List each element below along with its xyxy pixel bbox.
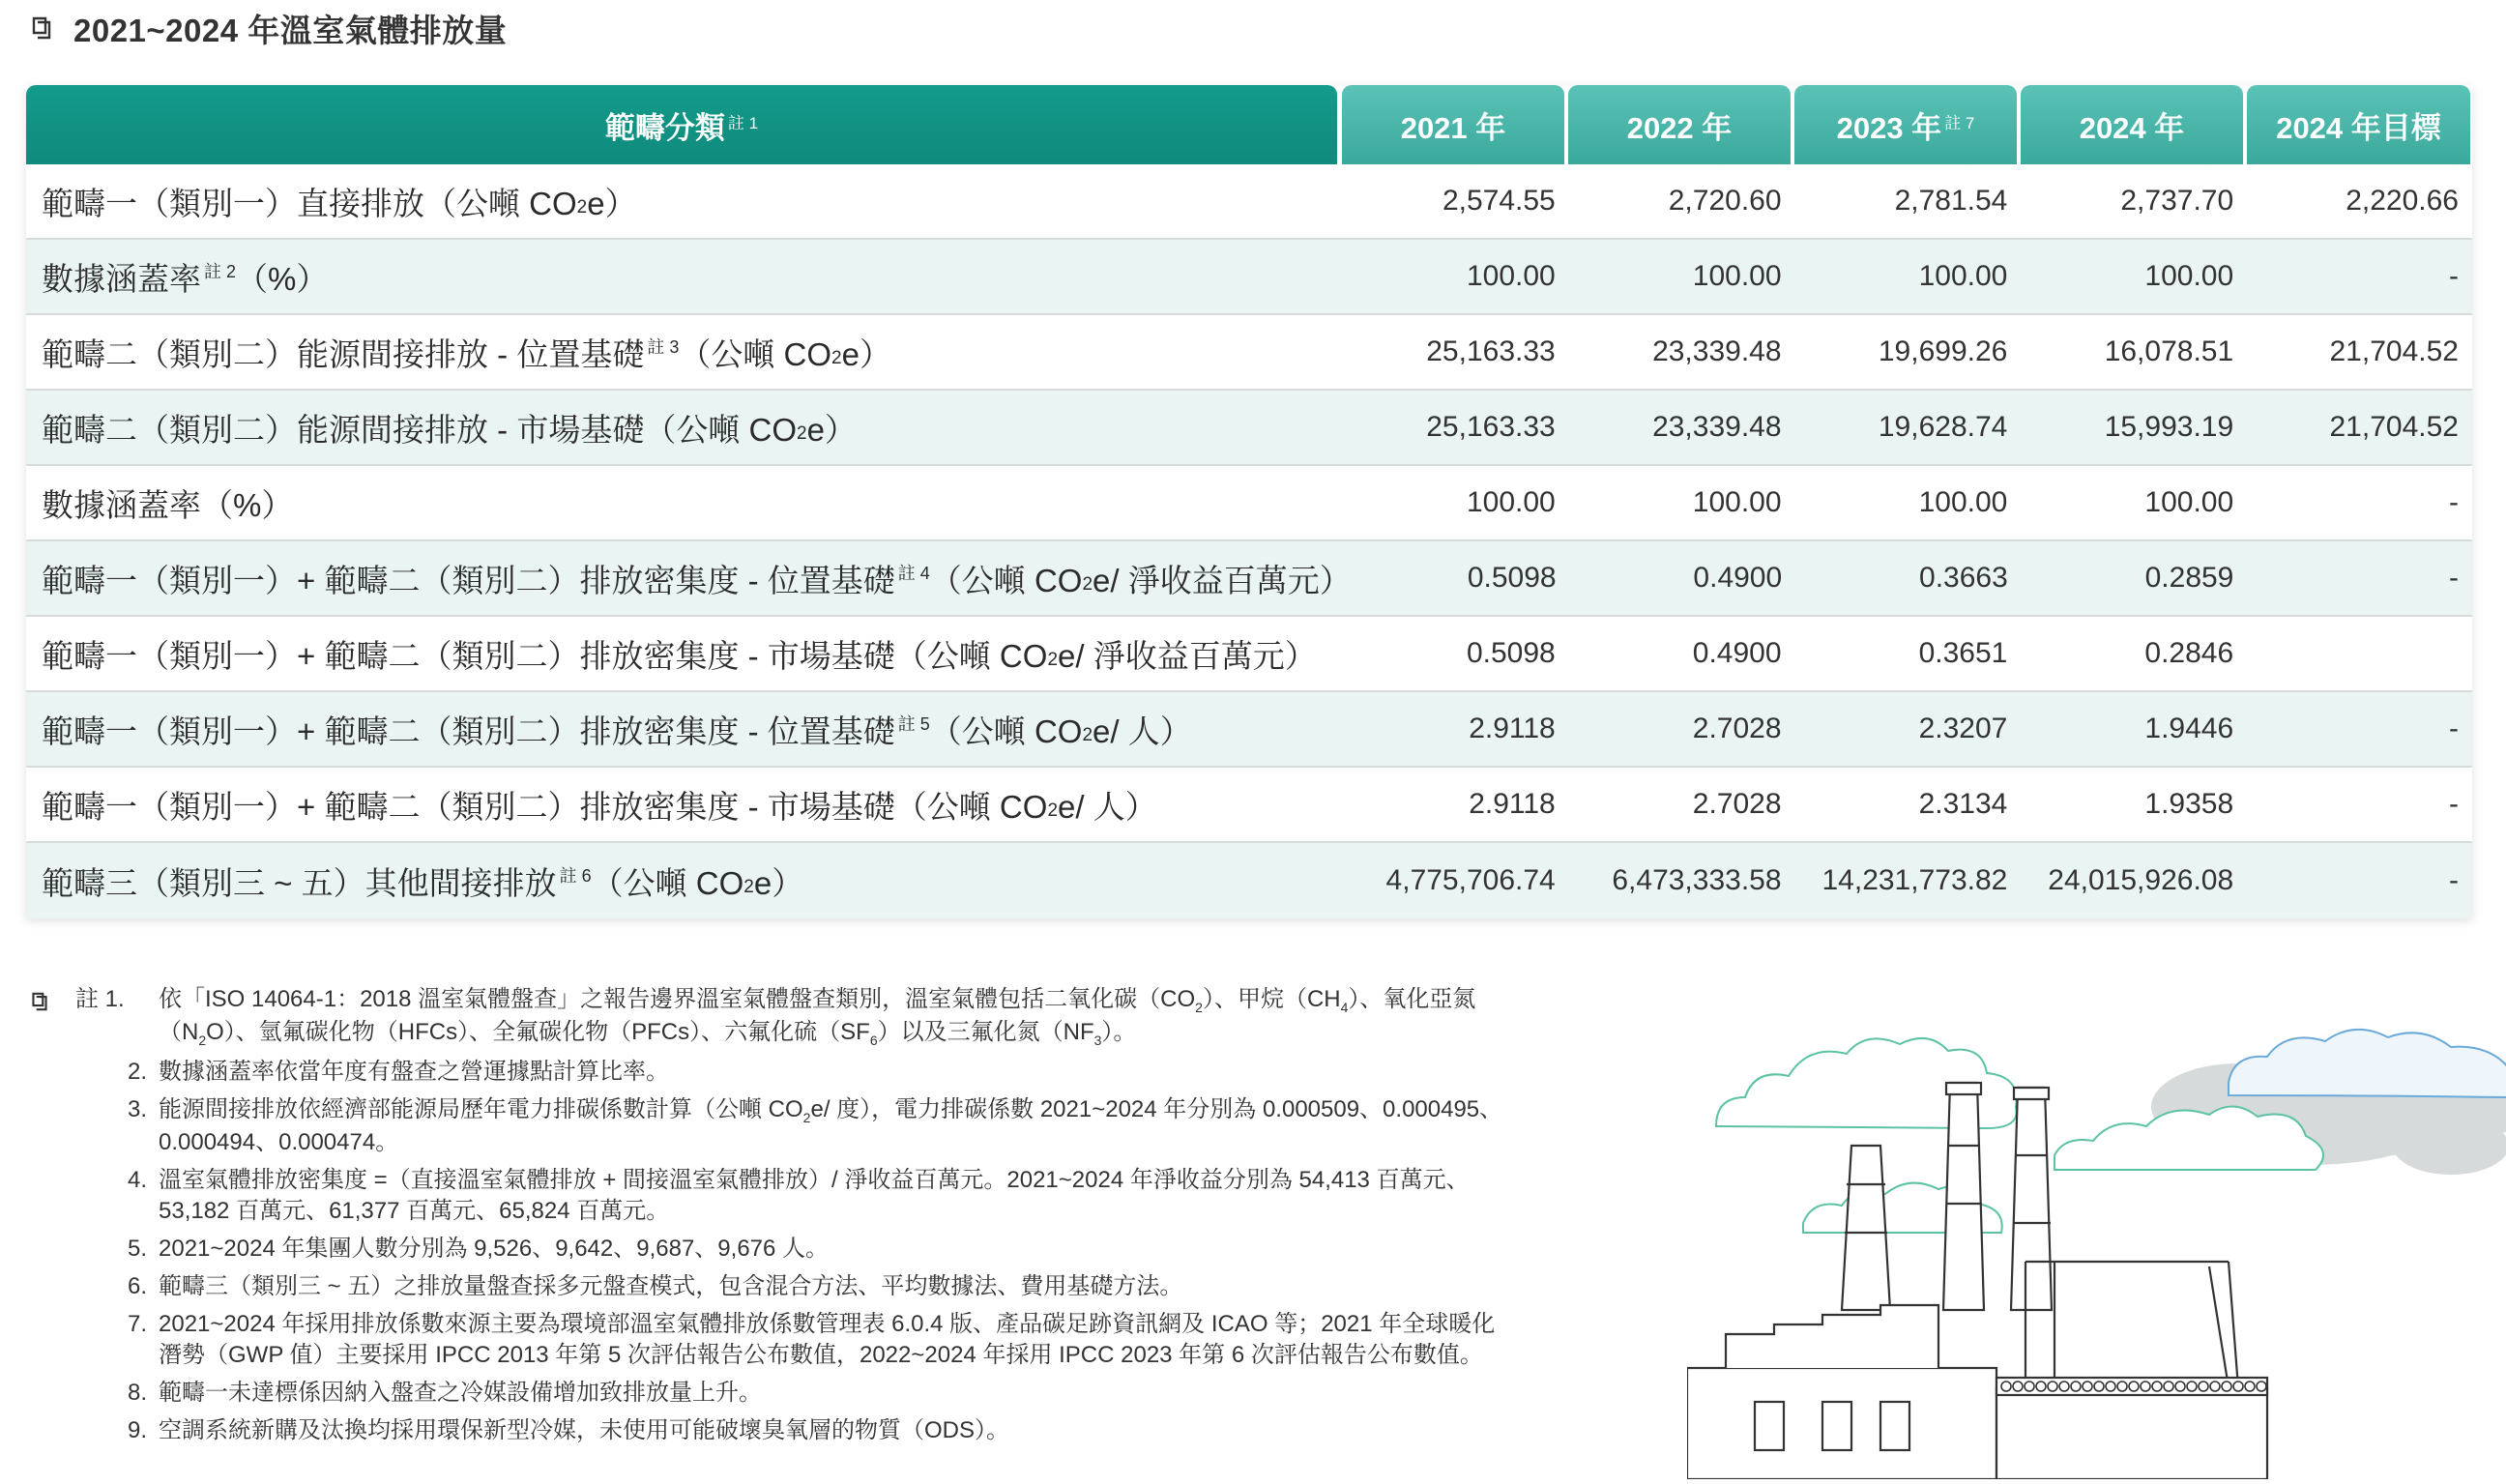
row-label: 範疇三（類別三 ~ 五）其他間接排放 $^{註 6}$ （公噸 CO $_2$ e） <box>42 864 804 901</box>
value-cell <box>2245 617 2472 690</box>
value-cell: 24,015,926.08 <box>2048 864 2234 896</box>
value-cell: 2.7028 <box>1692 788 1782 820</box>
value-cell: 2.3207 <box>1918 713 2008 744</box>
row-label: 範疇二（類別二）能源間接排放 - 市場基礎（公噸 CO $_2$ e） <box>42 411 857 448</box>
value-cell: 1.9358 <box>2144 788 2234 820</box>
table-row <box>26 768 2472 843</box>
table-row <box>26 240 2472 315</box>
value-cell: 100.00 <box>1692 260 1782 292</box>
value-cell: 1.9446 <box>2144 713 2234 744</box>
row-label: 範疇二（類別二）能源間接排放 - 位置基礎 $^{註 3}$ （公噸 CO $_2$ e） <box>42 335 891 372</box>
value-cell: 21,704.52 <box>2329 335 2459 367</box>
row-label: 範疇一（類別一）+ 範疇二（類別二）排放密集度 - 市場基礎（公噸 CO $_2$ e/ 淨收益百萬元） <box>42 637 1317 674</box>
value-cell: 0.4900 <box>1692 637 1782 669</box>
table-row <box>26 466 2472 541</box>
footnote-2: 2. 數據涵蓋率依當年度有盤查之營運據點計算比率。 <box>128 1059 669 1085</box>
value-cell: 25,163.33 <box>1426 335 1556 367</box>
footnote-7: 7. 2021~2024 年採用排放係數來源主要為環境部溫室氣體排放係數管理表 6.0.4 版、產品碳足跡資訊網及 ICAO 等；2021 年全球暖化 潛勢（GWP 值）主要採用 IPCC 2013 年第 5 次評估報告公布數值，2022~2024 年採用 IPCC 2023 年第 6 次評估報告公布數值。 <box>128 1311 1496 1368</box>
table-body <box>26 164 2472 918</box>
row-label: 範疇一（類別一）直接排放（公噸 CO $_2$ e） <box>42 185 637 221</box>
table-row <box>26 617 2472 692</box>
value-cell: 100.00 <box>1918 260 2008 292</box>
value-cell: 2,220.66 <box>2346 185 2459 217</box>
cloud-outline-icon <box>2229 1030 2506 1097</box>
value-cell: - <box>2448 562 2459 594</box>
value-cell: 23,339.48 <box>1652 411 1782 443</box>
value-cell: 0.4900 <box>1693 562 1783 594</box>
header-year: 2024 年 <box>2021 85 2243 164</box>
value-cell: 16,078.51 <box>2104 335 2234 367</box>
header-year: 2021 年 <box>1342 85 1564 164</box>
value-cell: 100.00 <box>1692 486 1782 518</box>
document-icon <box>31 16 52 40</box>
header-year: 2023 年 $^{註 7}$ <box>1794 85 2017 164</box>
footnote-3: 3. 能源間接排放依經濟部能源局歷年電力排碳係數計算（公噸 $CO_2e/$ 度），電力排碳係數 2021~2024 年分別為 0.000509、0.000495、 0.000494、0.000474。 <box>128 1096 1503 1155</box>
table-header <box>26 85 2472 164</box>
row-label: 範疇一（類別一）+ 範疇二（類別二）排放密集度 - 位置基礎 $^{註 5}$ （公噸 CO $_2$ e/ 人） <box>42 713 1192 749</box>
value-cell: 15,993.19 <box>2104 411 2234 443</box>
value-cell: - <box>2448 864 2459 896</box>
value-cell: 100.00 <box>1466 486 1556 518</box>
footnotes <box>31 984 1539 1453</box>
footnote-1: 註 1. 依「ISO 14064-1：2018 溫室氣體盤查」之報告邊界溫室氣體盤查類別，溫室氣體包括二氧化碳$(CO_2)$、甲烷$(CH_4)$、氧化亞氮 $(N_2O)$、氫氟碳化物（HFCs）、全氟碳化物（PFCs）、六氟化硫$(SF_6)$以及三氟化氮$(NF_3)$。 <box>75 986 1476 1048</box>
value-cell: - <box>2448 486 2459 518</box>
value-cell: 2.9118 <box>1469 788 1556 820</box>
value-cell: 19,628.74 <box>1878 411 2008 443</box>
value-cell: 2,737.70 <box>2120 185 2234 217</box>
header-year: 2022 年 <box>1568 85 1791 164</box>
value-cell: 2.3134 <box>1918 788 2008 820</box>
header-category: 範疇分類 $^{註 1}$ <box>26 85 1337 164</box>
value-cell: 4,775,706.74 <box>1385 864 1556 896</box>
value-cell: 0.5098 <box>1467 562 1557 594</box>
value-cell: 100.00 <box>1466 260 1556 292</box>
page-title: 2021~2024 年溫室氣體排放量 <box>73 12 508 48</box>
value-cell: 2,781.54 <box>1894 185 2008 217</box>
document-icon <box>31 992 48 1011</box>
table-row <box>26 315 2472 391</box>
value-cell: 21,704.52 <box>2329 411 2459 443</box>
footnote-5: 5. 2021~2024 年集團人數分別為 9,526、9,642、9,687、9,676 人。 <box>128 1236 830 1262</box>
value-cell: 2,574.55 <box>1442 185 1556 217</box>
value-cell: 2.9118 <box>1469 713 1556 744</box>
table-row <box>26 843 2472 918</box>
value-cell: 0.2859 <box>2144 562 2234 594</box>
section-header <box>31 4 507 52</box>
footnote-8: 8. 範疇一未達標係因納入盤查之冷媒設備增加致排放量上升。 <box>128 1380 762 1406</box>
table-row <box>26 391 2472 466</box>
table-row <box>26 541 2472 617</box>
value-cell: - <box>2448 713 2459 744</box>
value-cell: 14,231,773.82 <box>1821 864 2008 896</box>
value-cell: 19,699.26 <box>1878 335 2008 367</box>
table-row <box>26 164 2472 240</box>
row-label: 數據涵蓋率（%） <box>42 486 294 523</box>
value-cell: 2,720.60 <box>1668 185 1782 217</box>
value-cell: 23,339.48 <box>1652 335 1782 367</box>
row-label: 範疇一（類別一）+ 範疇二（類別二）排放密集度 - 位置基礎 $^{註 4}$ （公噸 CO $_2$ e/ 淨收益百萬元） <box>42 562 1352 598</box>
value-cell: 0.3651 <box>1918 637 2008 669</box>
footnote-9: 9. 空調系統新購及汰換均採用環保新型冷媒，未使用可能破壞臭氧層的物質（ODS）。 <box>128 1417 1010 1443</box>
value-cell: 100.00 <box>2144 260 2234 292</box>
value-cell: 2.7028 <box>1692 713 1782 744</box>
value-cell: 100.00 <box>1918 486 2008 518</box>
row-label: 數據涵蓋率 $^{註 2}$ （%） <box>42 260 329 297</box>
value-cell: - <box>2448 260 2459 292</box>
value-cell: 0.5098 <box>1466 637 1556 669</box>
footnote-6: 6. 範疇三（類別三 ~ 五）之排放量盤查採多元盤查模式，包含混合方法、平均數據法、費用基礎方法。 <box>128 1273 1183 1299</box>
factory-illustration <box>1687 991 2506 1479</box>
value-cell: 6,473,333.58 <box>1612 864 1782 896</box>
footnote-4: 4. 溫室氣體排放密集度 =（直接溫室氣體排放 + 間接溫室氣體排放）/ 淨收益百萬元。2021~2024 年淨收益分別為 54,413 百萬元、 53,182 百萬元、61,377 百萬元、65,824 百萬元。 <box>128 1167 1470 1224</box>
value-cell: 25,163.33 <box>1426 411 1556 443</box>
value-cell: 0.3663 <box>1919 562 2008 594</box>
table-row <box>26 692 2472 768</box>
value-cell: 0.2846 <box>2144 637 2234 669</box>
row-label: 範疇一（類別一）+ 範疇二（類別二）排放密集度 - 市場基礎（公噸 CO $_2$ e/ 人） <box>42 788 1157 825</box>
value-cell: 100.00 <box>2144 486 2234 518</box>
value-cell: - <box>2448 788 2459 820</box>
emissions-table <box>26 85 2472 918</box>
header-target: 2024 年目標 <box>2247 85 2470 164</box>
